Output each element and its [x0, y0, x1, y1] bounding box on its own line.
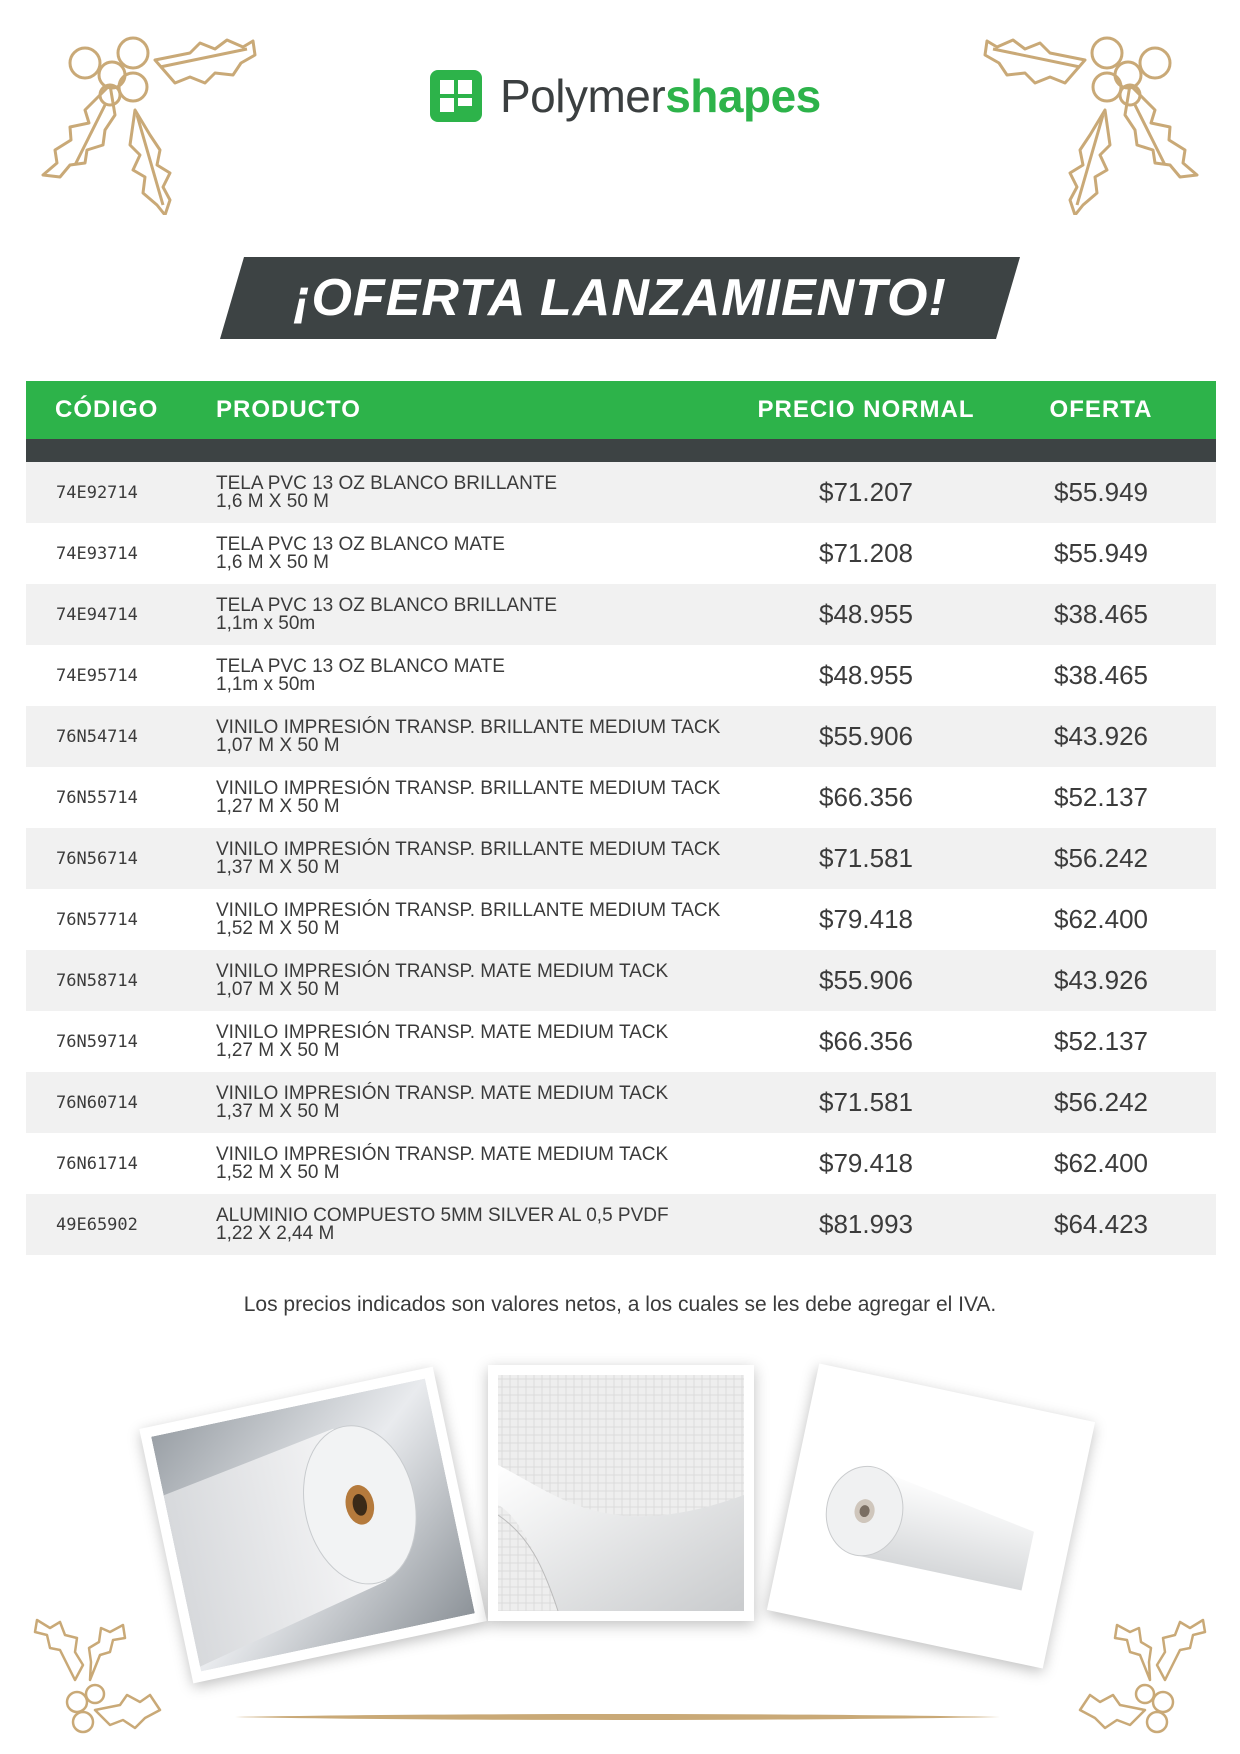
product-code: 74E93714 [56, 543, 138, 564]
product-size: 1,37 M X 50 M [216, 1101, 340, 1122]
table-row [26, 645, 1216, 706]
header-code: CÓDIGO [55, 396, 159, 423]
product-code: 76N59714 [56, 1031, 138, 1052]
tax-note: Los precios indicados son valores netos, a los cuales se les debe agregar el IVA. [243, 1293, 997, 1316]
product-size: 1,6 M X 50 M [216, 552, 329, 573]
product-name: TELA PVC 13 OZ BLANCO BRILLANTE [216, 595, 558, 616]
header-offer: OFERTA [1049, 396, 1153, 423]
table-header [26, 381, 1216, 439]
offer-price: $52.137 [1054, 1026, 1148, 1056]
product-name: TELA PVC 13 OZ BLANCO MATE [216, 534, 505, 555]
normal-price: $79.418 [819, 904, 913, 934]
product-cell [216, 535, 746, 572]
product-code: 76N61714 [56, 1153, 138, 1174]
normal-price: $48.955 [819, 660, 913, 690]
normal-price: $66.356 [819, 1026, 913, 1056]
product-name: VINILO IMPRESIÓN TRANSP. MATE MEDIUM TACK [216, 1022, 669, 1043]
brand-wordmark: Polymershapes [500, 70, 821, 122]
table-row [26, 584, 1216, 645]
product-name: VINILO IMPRESIÓN TRANSP. BRILLANTE MEDIUM TACK [216, 717, 721, 738]
table-row [26, 828, 1216, 889]
header-divider [26, 439, 1216, 462]
product-code: 76N57714 [56, 909, 138, 930]
product-size: 1,22 X 2,44 M [216, 1223, 335, 1244]
product-cell [216, 1084, 746, 1121]
product-cell [216, 718, 746, 755]
product-size: 1,6 M X 50 M [216, 491, 329, 512]
offer-price: $38.465 [1054, 660, 1148, 690]
product-size: 1,07 M X 50 M [216, 979, 340, 1000]
table-row [26, 523, 1216, 584]
product-cell [216, 779, 746, 816]
product-size: 1,1m x 50m [216, 613, 316, 634]
product-size: 1,1m x 50m [216, 674, 316, 695]
product-size: 1,07 M X 50 M [216, 735, 340, 756]
product-cell [216, 1206, 746, 1243]
product-name: VINILO IMPRESIÓN TRANSP. MATE MEDIUM TACK [216, 1083, 669, 1104]
table-row [26, 767, 1216, 828]
white-roll-photo [767, 1363, 1095, 1668]
offer-price: $43.926 [1054, 721, 1148, 751]
offer-price: $64.423 [1054, 1209, 1148, 1239]
product-cell [216, 901, 746, 938]
product-cell [216, 657, 746, 694]
decorative-gold-stroke [235, 1712, 1000, 1722]
polymershapes-logo-icon [428, 68, 484, 124]
header-normal-price: PRECIO NORMAL [757, 396, 975, 423]
pvc-fabric-photo [488, 1365, 754, 1621]
offer-price: $56.242 [1054, 1087, 1148, 1117]
offer-price: $56.242 [1054, 843, 1148, 873]
normal-price: $71.207 [819, 477, 913, 507]
product-code: 76N60714 [56, 1092, 138, 1113]
normal-price: $79.418 [819, 1148, 913, 1178]
offer-price: $43.926 [1054, 965, 1148, 995]
brand-logo [428, 68, 821, 124]
product-name: VINILO IMPRESIÓN TRANSP. BRILLANTE MEDIUM TACK [216, 778, 721, 799]
holly-icon [1075, 1610, 1225, 1740]
product-cell [216, 962, 746, 999]
normal-price: $66.356 [819, 782, 913, 812]
offer-price: $62.400 [1054, 1148, 1148, 1178]
normal-price: $71.581 [819, 1087, 913, 1117]
product-code: 76N54714 [56, 726, 138, 747]
product-code: 74E94714 [56, 604, 138, 625]
offer-price: $38.465 [1054, 599, 1148, 629]
price-table [26, 381, 1216, 1255]
table-body [26, 462, 1216, 1255]
offer-price: $62.400 [1054, 904, 1148, 934]
product-name: TELA PVC 13 OZ BLANCO BRILLANTE [216, 473, 558, 494]
header-product: PRODUCTO [216, 396, 361, 423]
normal-price: $55.906 [819, 721, 913, 751]
product-name: VINILO IMPRESIÓN TRANSP. BRILLANTE MEDIUM TACK [216, 839, 721, 860]
product-code: 49E65902 [56, 1214, 138, 1235]
normal-price: $55.906 [819, 965, 913, 995]
table-row [26, 1011, 1216, 1072]
product-code: 76N55714 [56, 787, 138, 808]
product-cell [216, 474, 746, 511]
normal-price: $48.955 [819, 599, 913, 629]
product-code: 76N58714 [56, 970, 138, 991]
table-row [26, 1194, 1216, 1255]
product-cell [216, 596, 746, 633]
product-cell [216, 840, 746, 877]
product-name: VINILO IMPRESIÓN TRANSP. MATE MEDIUM TACK [216, 1144, 669, 1165]
table-row [26, 462, 1216, 523]
normal-price: $81.993 [819, 1209, 913, 1239]
table-row [26, 950, 1216, 1011]
offer-price: $52.137 [1054, 782, 1148, 812]
product-name: ALUMINIO COMPUESTO 5MM SILVER AL 0,5 PVDF [216, 1205, 669, 1226]
offer-price: $55.949 [1054, 477, 1148, 507]
normal-price: $71.581 [819, 843, 913, 873]
product-code: 76N56714 [56, 848, 138, 869]
holly-icon [15, 1610, 165, 1740]
holly-icon [15, 15, 265, 215]
holly-icon [975, 15, 1225, 215]
table-row [26, 889, 1216, 950]
product-size: 1,52 M X 50 M [216, 1162, 340, 1183]
normal-price: $71.208 [819, 538, 913, 568]
vinyl-roll-photo [139, 1367, 487, 1684]
product-cell [216, 1145, 746, 1182]
product-size: 1,52 M X 50 M [216, 918, 340, 939]
product-name: VINILO IMPRESIÓN TRANSP. MATE MEDIUM TACK [216, 961, 669, 982]
offer-banner [220, 257, 1020, 339]
product-size: 1,37 M X 50 M [216, 857, 340, 878]
product-name: TELA PVC 13 OZ BLANCO MATE [216, 656, 505, 677]
offer-price: $55.949 [1054, 538, 1148, 568]
table-row [26, 706, 1216, 767]
product-size: 1,27 M X 50 M [216, 1040, 340, 1061]
product-size: 1,27 M X 50 M [216, 796, 340, 817]
product-code: 74E92714 [56, 482, 138, 503]
product-cell [216, 1023, 746, 1060]
product-code: 74E95714 [56, 665, 138, 686]
banner-title: ¡OFERTA LANZAMIENTO! [293, 269, 947, 327]
table-row [26, 1072, 1216, 1133]
table-row [26, 1133, 1216, 1194]
product-name: VINILO IMPRESIÓN TRANSP. BRILLANTE MEDIUM TACK [216, 900, 721, 921]
